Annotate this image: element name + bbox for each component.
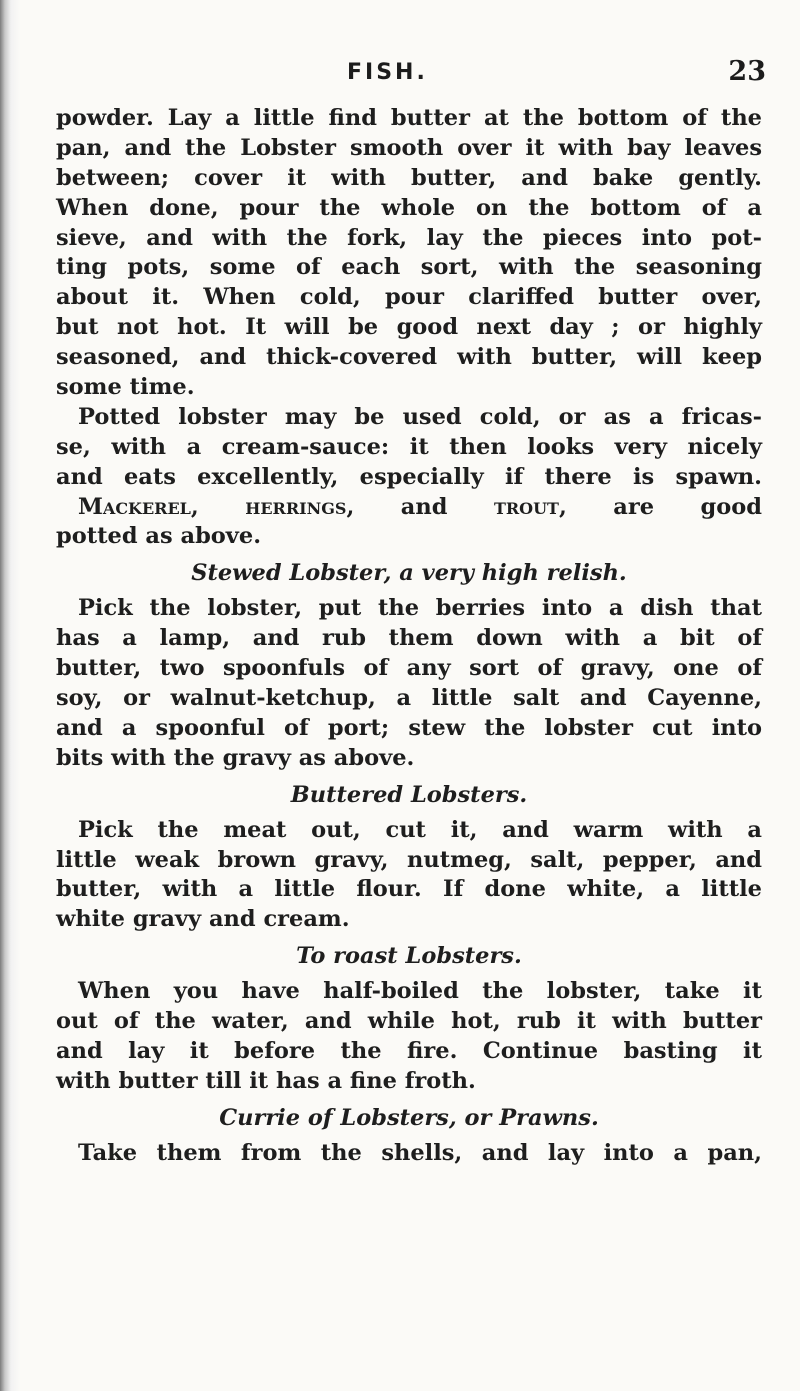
text-line: sieve, and with the fork, lay the pieces into pot- — [56, 224, 762, 251]
text-line: Potted lobster may be used cold, or as a fricas- — [78, 403, 762, 430]
recipe-heading: Currie of Lobsters, or Prawns. — [219, 1104, 599, 1131]
text-line: se, with a cream-sauce: it then looks very nicely — [56, 433, 762, 460]
paragraph-roast-lobsters — [56, 977, 762, 1097]
text-line: but not hot. It will be good next day ; or highly — [56, 314, 762, 341]
text-line: white gravy and cream. — [56, 906, 350, 933]
page-spine-shadow — [0, 0, 20, 1391]
paragraph-currie-of-lobsters — [56, 1139, 762, 1169]
text-line — [56, 493, 762, 523]
text-line: When done, pour the whole on the bottom of a — [56, 194, 762, 221]
text-line: soy, or walnut-ketchup, a little salt and Cayenne, — [56, 685, 762, 712]
paragraph-mackerel-herrings-trout — [56, 493, 762, 553]
text-fragment: , — [190, 493, 246, 520]
small-caps-word: trout — [493, 493, 559, 520]
running-head: FISH. — [347, 60, 428, 85]
text-line: little weak brown gravy, nutmeg, salt, pepper, and — [56, 846, 762, 873]
body-text — [56, 104, 762, 1169]
text-line: ting pots, some of each sort, with the seasoning — [56, 254, 762, 281]
text-line: between; cover it with butter, and bake gently. — [56, 164, 762, 191]
text-line: butter, two spoonfuls of any sort of gravy, one of — [56, 655, 762, 682]
text-line: seasoned, and thick-covered with butter, will keep — [56, 344, 762, 371]
page-header — [62, 56, 778, 92]
paragraph-potted-lobster-fricassee — [56, 403, 762, 493]
page-number: 23 — [728, 56, 766, 87]
recipe-heading: Buttered Lobsters. — [290, 781, 528, 808]
text-line: and lay it before the fire. Continue basting it — [56, 1038, 762, 1065]
text-line: butter, with a little flour. If done white, a little — [56, 876, 762, 903]
text-line: and a spoonful of port; stew the lobster cut into — [56, 714, 762, 741]
text-line: pan, and the Lobster smooth over it with bay leaves — [56, 134, 762, 161]
text-line: Pick the lobster, put the berries into a dish that — [78, 595, 762, 622]
paragraph-stewed-lobster — [56, 594, 762, 773]
text-line: some time. — [56, 374, 195, 401]
text-line: Take them from the shells, and lay into a pan, — [78, 1139, 762, 1166]
text-line: about it. When cold, pour clariffed butter over, — [56, 284, 762, 311]
recipe-heading: Stewed Lobster, a very high relish. — [191, 560, 627, 587]
text-line: powder. Lay a little find butter at the bottom of the — [56, 105, 762, 131]
text-line: has a lamp, and rub them down with a bit of — [56, 625, 762, 652]
paragraph-buttered-lobsters — [56, 816, 762, 936]
text-line: When you have half-boiled the lobster, take it — [78, 978, 762, 1005]
small-caps-word: herrings — [245, 493, 347, 520]
text-line: bits with the gravy as above. — [56, 744, 415, 771]
paragraph-potted-lobster-continued — [56, 104, 762, 403]
text-line: with butter till it has a fine froth. — [56, 1067, 476, 1094]
text-line: potted as above. — [56, 523, 262, 550]
text-fragment: , are good — [558, 493, 762, 520]
recipe-heading: To roast Lobsters. — [296, 943, 522, 970]
text-fragment: , and — [346, 493, 494, 520]
text-line: out of the water, and while hot, rub it with butter — [56, 1008, 762, 1035]
text-line: Pick the meat out, cut it, and warm with a — [78, 816, 762, 843]
text-line: and eats excellently, especially if there is spawn. — [56, 463, 762, 490]
small-caps-word: Mackerel — [78, 493, 191, 520]
